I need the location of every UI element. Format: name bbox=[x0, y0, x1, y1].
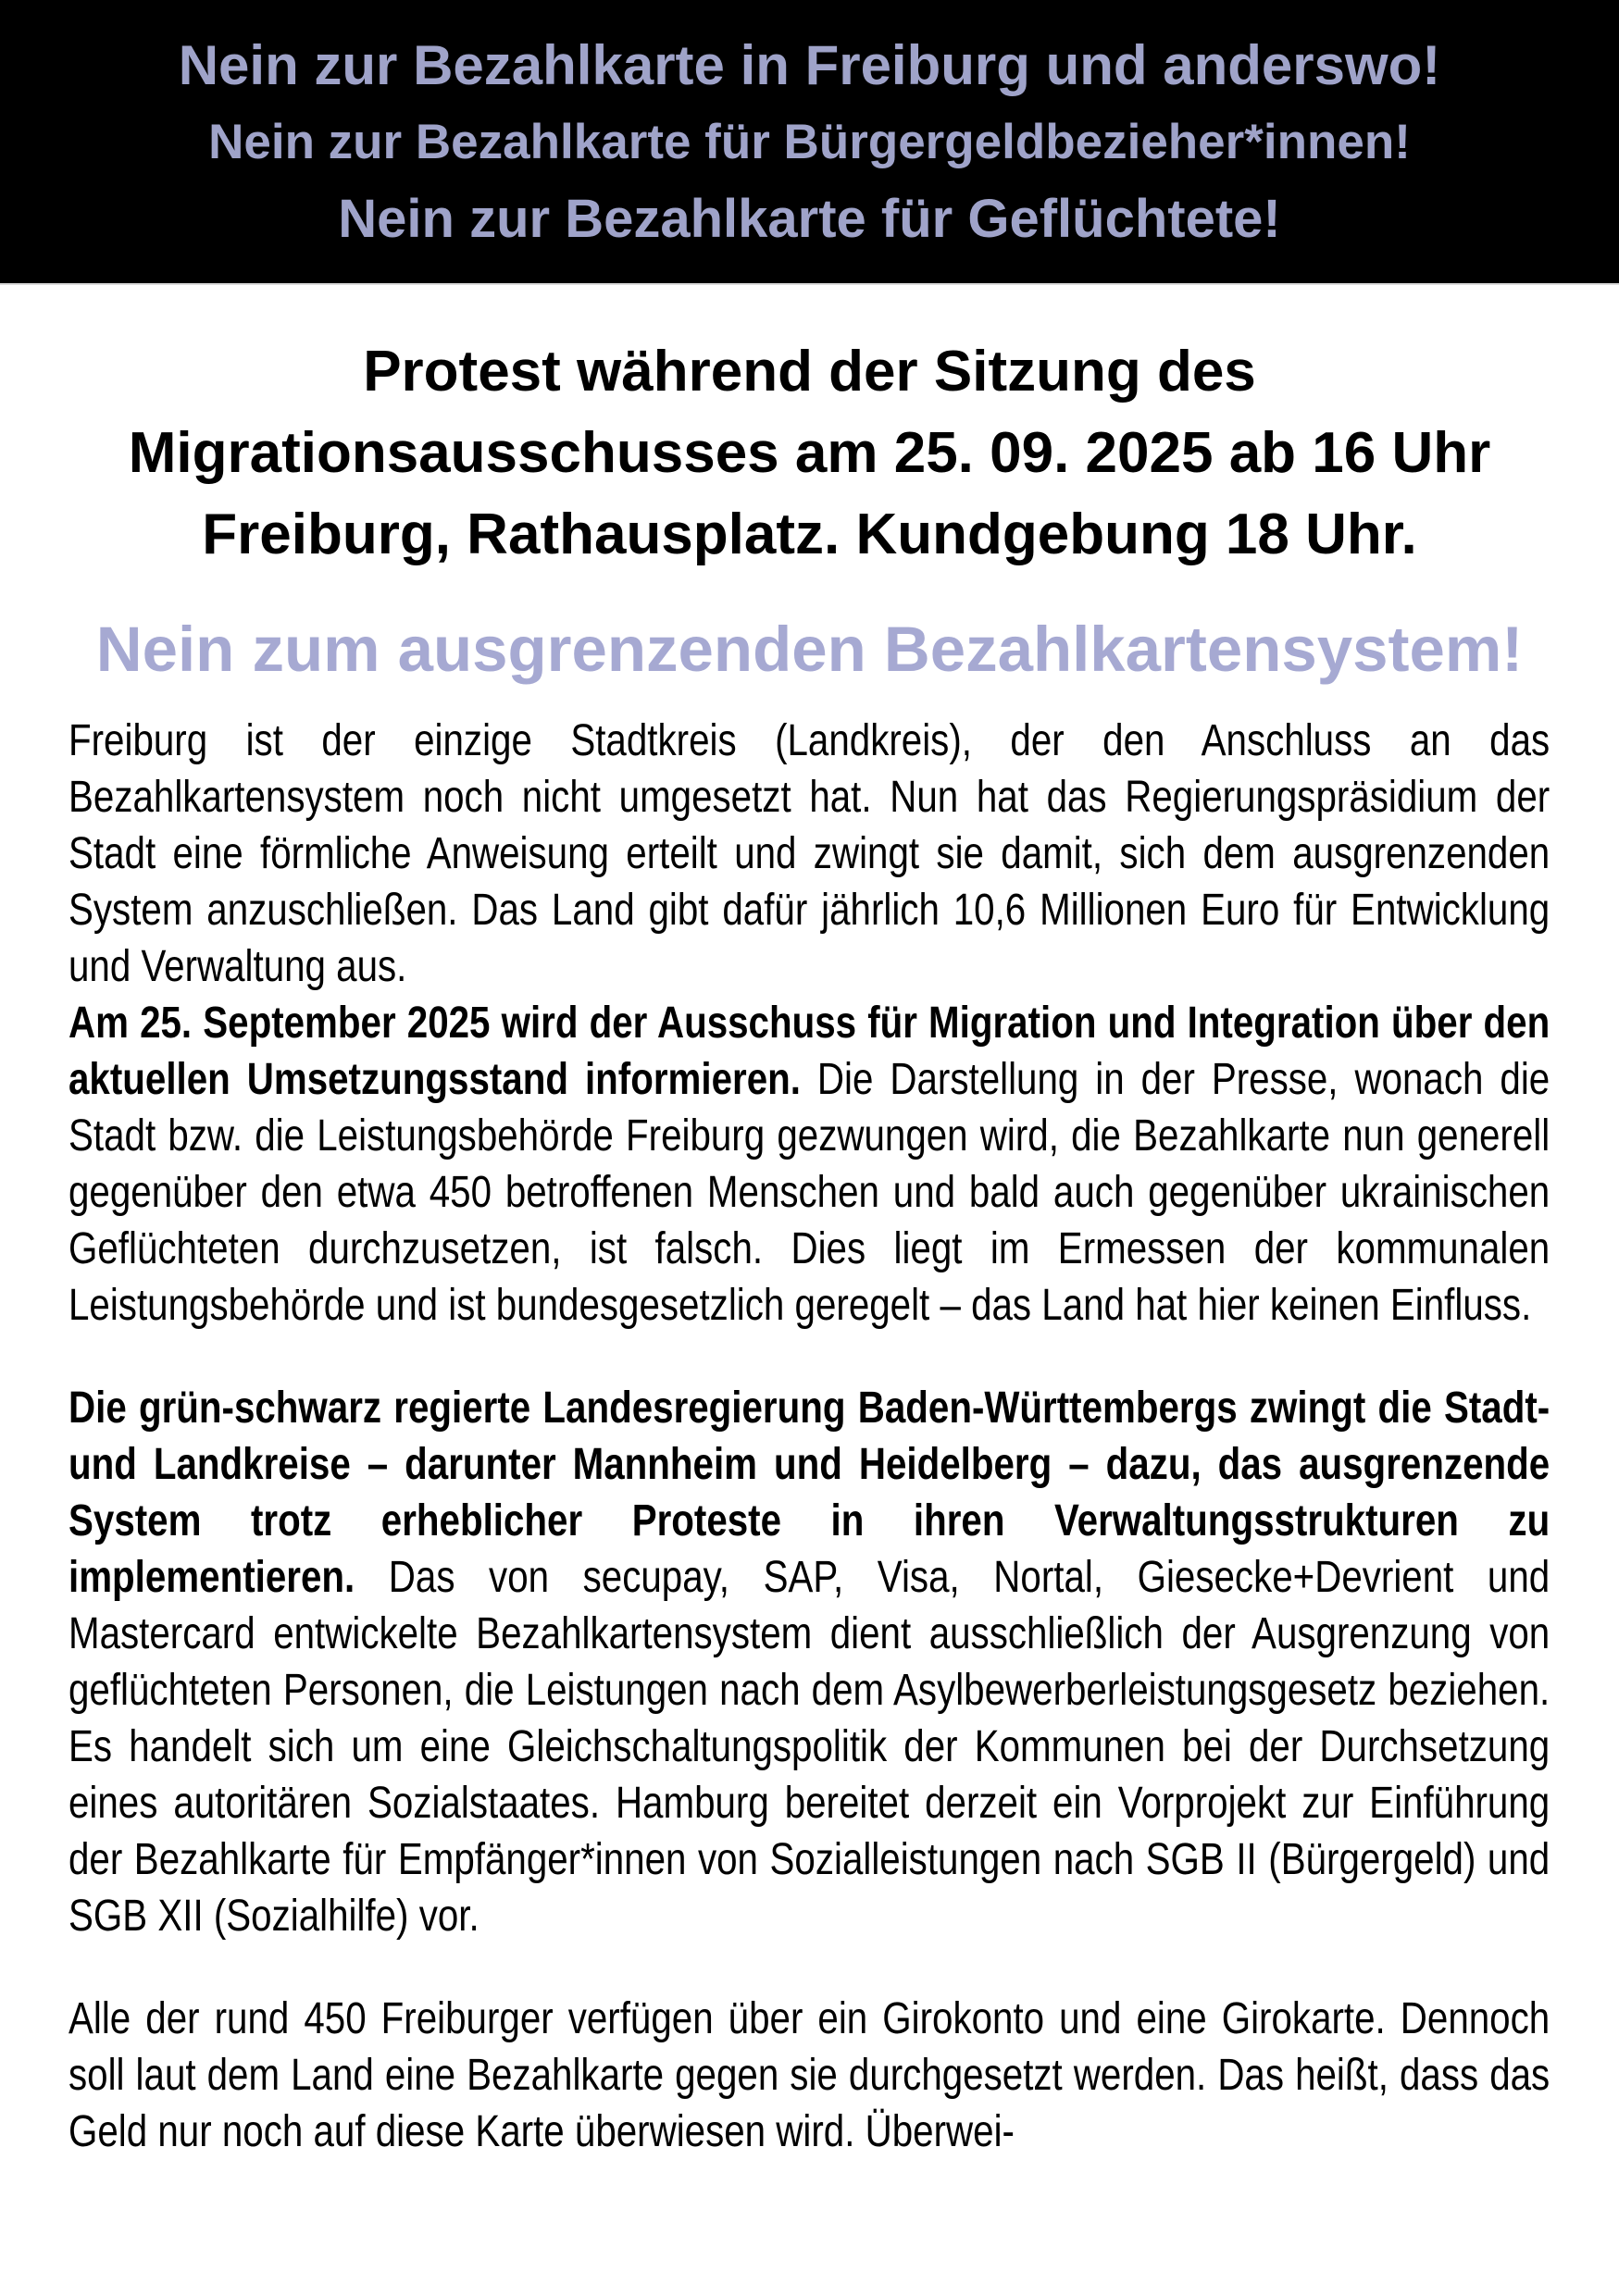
body-text bbox=[68, 713, 1551, 2160]
banner-line-2: Nein zur Bezahlkarte für Bürgergeldbezieher*innen! bbox=[208, 114, 1411, 169]
subheading: Nein zum ausgrenzenden Bezahlkartensystem! bbox=[95, 614, 1524, 685]
banner bbox=[0, 0, 1619, 285]
announcement-line-2: Migrationsausschusses am 25. 09. 2025 ab 16 Uhr bbox=[128, 421, 1491, 485]
text-segment: Alle der rund 450 Freiburger verfügen über ein Girokonto und eine Girokarte. Dennoch soll laut dem Land eine Bezahlkarte gegen sie durchgesetzt werden. Das heißt, dass das Geld nur noch auf diese Karte überwiesen wird. Überwei- bbox=[68, 1994, 1551, 2156]
bold-text-segment: Am 25. September 2025 wird der Ausschuss für Migration und Integration über den aktuellen Umsetzungsstand informieren. bbox=[68, 999, 1551, 1104]
bold-text-segment: Die grün-schwarz regierte Landesregierung Baden-Württembergs zwingt die Stadt- und Landkreise – darunter Mannheim und Heidelberg – dazu, das ausgrenzende System trotz erheblicher Proteste in ihren Verwaltungsstrukturen zu implementieren. bbox=[68, 1384, 1551, 1602]
paragraph bbox=[68, 995, 1550, 1334]
paragraph bbox=[68, 713, 1550, 995]
banner-line-3: Nein zur Bezahlkarte für Geflüchtete! bbox=[338, 189, 1281, 250]
announcement-line-3: Freiburg, Rathausplatz. Kundgebung 18 Uhr. bbox=[202, 503, 1417, 566]
protest-announcement bbox=[0, 331, 1619, 576]
announcement-line-1: Protest während der Sitzung des bbox=[363, 340, 1256, 403]
banner-line-1: Nein zur Bezahlkarte in Freiburg und anderswo! bbox=[178, 33, 1441, 96]
paragraph bbox=[68, 1991, 1550, 2160]
paragraph bbox=[68, 1380, 1550, 1944]
text-segment: Das von secupay, SAP, Visa, Nortal, Giesecke+Devrient und Mastercard entwickelte Bezahlkartensystem dient ausschließlich der Ausgrenzung von geflüchteten Personen, die Leistungen nach dem Asylbewerberleistungsgesetz beziehen. Es handelt sich um eine Gleichschaltungspolitik der Kommunen bei der Durchsetzung eines autoritären Sozialstaates. Hamburg bereitet derzeit ein Vorprojekt zur Einführung der Bezahlkarte für Empfänger*innen von Sozialleistungen nach SGB II (Bürgergeld) und SGB XII (Sozialhilfe) vor. bbox=[68, 1553, 1551, 1941]
text-segment: Die Darstellung in der Presse, wonach die Stadt bzw. die Leistungsbehörde Freiburg gezwungen wird, die Bezahlkarte nun generell gegenüber den etwa 450 betroffenen Menschen und bald auch gegenüber ukrainischen Geflüchteten durchzusetzen, ist falsch. Dies liegt im Ermessen der kommunalen Leistungsbehörde und ist bundesgesetzlich geregelt – das Land hat hier keinen Einfluss. bbox=[68, 1055, 1551, 1330]
text-segment: Freiburg ist der einzige Stadtkreis (Landkreis), der den Anschluss an das Bezahlkartensystem noch nicht umgesetzt hat. Nun hat das Regierungspräsidium der Stadt eine förmliche Anweisung erteilt und zwingt sie damit, sich dem ausgrenzenden System anzuschließen. Das Land gibt dafür jährlich 10,6 Millionen Euro für Entwicklung und Verwaltung aus. bbox=[68, 716, 1551, 991]
body-paragraphs bbox=[68, 713, 1550, 2160]
